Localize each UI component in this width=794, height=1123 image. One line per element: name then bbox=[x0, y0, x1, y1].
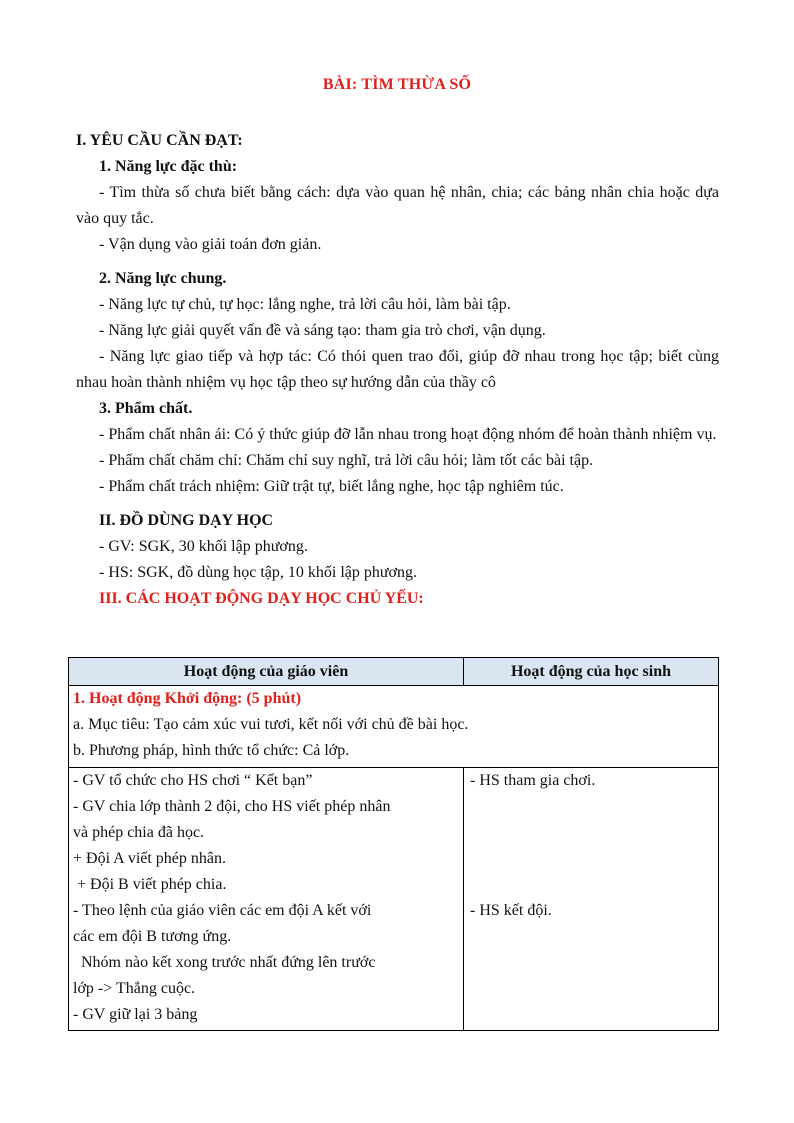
activity-goal: a. Mục tiêu: Tạo cảm xúc vui tươi, kết nối với chủ đề bài học. bbox=[73, 716, 469, 733]
table-row bbox=[69, 768, 719, 1031]
activity-method: b. Phương pháp, hình thức tổ chức: Cả lớp. bbox=[73, 742, 350, 759]
student-line bbox=[470, 794, 714, 820]
student-line bbox=[470, 820, 714, 846]
teacher-line: các em đội B tương ứng. bbox=[73, 928, 232, 945]
sub1-item: - Tìm thừa số chưa biết bằng cách: dựa vào quan hệ nhân, chia; các bảng nhân chia hoặc dựa vào quy tắc. bbox=[76, 184, 719, 227]
sub3-heading: 3. Phẩm chất. bbox=[99, 400, 193, 417]
teacher-line: + Đội B viết phép chia. bbox=[73, 876, 227, 893]
section2-item: - GV: SGK, 30 khối lập phương. bbox=[99, 538, 308, 555]
lesson-title: BÀI: TÌM THỪA SỐ bbox=[322, 76, 472, 93]
teacher-column-header: Hoạt động của giáo viên bbox=[69, 658, 464, 686]
teacher-line: - Theo lệnh của giáo viên các em đội A kết với bbox=[73, 902, 372, 919]
teacher-line: - GV tổ chức cho HS chơi “ Kết bạn” bbox=[73, 772, 313, 789]
activities-table bbox=[68, 657, 719, 1031]
sub2-item: - Năng lực giải quyết vấn đề và sáng tạo: tham gia trò chơi, vận dụng. bbox=[99, 322, 546, 339]
student-line: - HS tham gia chơi. bbox=[470, 772, 596, 789]
section2-item: - HS: SGK, đồ dùng học tập, 10 khối lập phương. bbox=[99, 564, 418, 581]
student-column-header: Hoạt động của học sinh bbox=[464, 658, 719, 686]
sub3-item: - Phẩm chất trách nhiệm: Giữ trật tự, biết lắng nghe, học tập nghiêm túc. bbox=[99, 478, 564, 495]
teacher-cell bbox=[69, 768, 464, 1031]
sub3-item: - Phẩm chất chăm chỉ: Chăm chỉ suy nghĩ, trả lời câu hỏi; làm tốt các bài tập. bbox=[99, 452, 594, 469]
sub2-heading: 2. Năng lực chung. bbox=[99, 270, 227, 287]
table-header-row bbox=[69, 658, 719, 686]
sub1-heading: 1. Năng lực đặc thù: bbox=[99, 158, 238, 175]
activity-title: 1. Hoạt động Khởi động: (5 phút) bbox=[73, 690, 302, 707]
sub2-item: - Năng lực giao tiếp và hợp tác: Có thói quen trao đổi, giúp đỡ nhau trong học tập; biết cùng nhau hoàn thành nhiệm vụ học tập theo sự hướng dẫn của thầy cô bbox=[76, 348, 719, 391]
teacher-line: lớp -> Thắng cuộc. bbox=[73, 980, 196, 997]
student-line: - HS kết đội. bbox=[470, 902, 552, 919]
sub3-item: - Phẩm chất nhân ái: Có ý thức giúp đỡ lẫn nhau trong hoạt động nhóm để hoàn thành nhiệm vụ. bbox=[99, 426, 717, 443]
student-cell bbox=[464, 768, 719, 1031]
section1-heading: I. YÊU CẦU CẦN ĐẠT: bbox=[76, 132, 243, 149]
section3-heading: III. CÁC HOẠT ĐỘNG DẠY HỌC CHỦ YẾU: bbox=[99, 590, 424, 607]
teacher-line: và phép chia đã học. bbox=[73, 824, 205, 841]
lesson-content bbox=[76, 128, 719, 612]
student-line bbox=[470, 846, 714, 872]
sub1-item: - Vận dụng vào giải toán đơn giản. bbox=[99, 236, 322, 253]
sub2-item: - Năng lực tự chủ, tự học: lắng nghe, trả lời câu hỏi, làm bài tập. bbox=[99, 296, 511, 313]
teacher-line: - GV chia lớp thành 2 đội, cho HS viết phép nhân bbox=[73, 798, 391, 815]
teacher-line: Nhóm nào kết xong trước nhất đứng lên trước bbox=[73, 954, 376, 971]
student-line bbox=[470, 872, 714, 898]
activity-info-row bbox=[69, 686, 719, 768]
teacher-line: - GV giữ lại 3 bảng bbox=[73, 1006, 198, 1023]
section2-heading: II. ĐỒ DÙNG DẠY HỌC bbox=[99, 512, 274, 529]
teacher-line: + Đội A viết phép nhân. bbox=[73, 850, 227, 867]
activity-info-cell bbox=[69, 686, 719, 768]
